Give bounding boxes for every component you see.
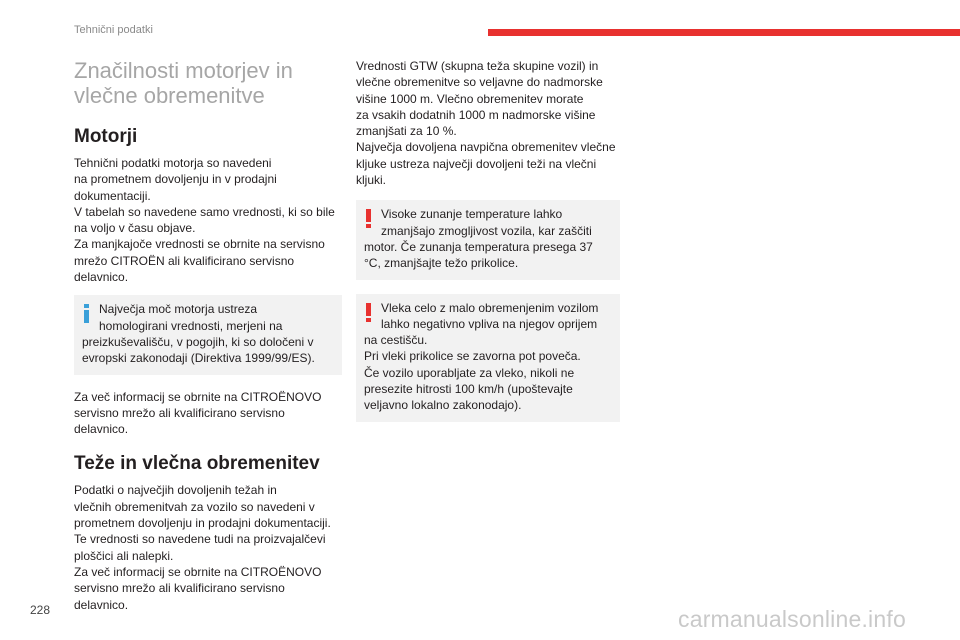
left-column xyxy=(74,58,342,623)
section-title: Značilnosti motorjev in vlečne obremenitve xyxy=(74,58,293,108)
info-notice-lead: Največja moč motorja ustreza homologirani vrednosti, merjeni na xyxy=(99,302,283,333)
towing-warning-lead: Vleka celo z malo obremenjenim vozilom lahko negativno vpliva na njegov oprijem xyxy=(381,300,599,331)
running-header: Tehnični podatki xyxy=(74,24,153,36)
page-number: 228 xyxy=(30,603,51,617)
warning-exclamation-icon xyxy=(365,303,372,325)
info-icon-glyph xyxy=(83,304,90,323)
weights-heading: Teže in vlečna obremenitev xyxy=(74,453,320,475)
towing-warning xyxy=(356,294,620,422)
motors-heading: Motorji xyxy=(74,126,138,147)
temperature-warning-lead: Visoke zunanje temperature lahko zmanjšajo zmogljivost vozila, kar zaščiti xyxy=(381,207,592,238)
warning-icon-glyph xyxy=(365,303,372,322)
warning-icon-glyph xyxy=(365,209,372,228)
info-notice-text: preizkuševališču, v pogojih, ki so določeni v evropski zakonodaji (Direktiva 1999/99/ES). xyxy=(82,334,315,366)
motors-paragraph: Tehnični podatki motorja so navedeni na prometnem dovoljenju in v prodajni dokumentaciji. V tabelah so navedene samo vrednosti, ki so bile na voljo v času objave. Za manjkajoče vrednosti se obrnite na servisno mrežo CITROËN ali kvalificirano servisno delavnico. xyxy=(74,156,335,285)
towing-warning-text: na cestišču. Pri vleki prikolice se zavorna pot poveča. Če vozilo uporabljate za vleko, nikoli ne presezite hitrosti 100 km/h (upoštevajte veljavno lokalno zakonodajo). xyxy=(364,333,581,413)
temperature-warning xyxy=(356,200,620,279)
weights-paragraph: Podatki o največjih dovoljenih težah in vlečnih obremenitvah za vozilo so navedeni v prometnem dovoljenju in prodajni dokumentaciji. Te vrednosti so navedene tudi na proizvajalčevi ploščici ali nalepki. Za več informacij se obrnite na CITROËNOVO servisno mrežo ali kvalificirano servisno delavnico. xyxy=(74,483,331,612)
more-info-paragraph: Za več informacij se obrnite na CITROËNOVO servisno mrežo ali kvalificirano servisno delavnico. xyxy=(74,389,322,437)
temperature-warning-text: motor. Če zunanja temperatura presega 37 °C, zmanjšajte težo prikolice. xyxy=(364,239,593,271)
info-icon xyxy=(83,304,90,326)
info-notice xyxy=(74,295,342,374)
gtw-paragraph: Vrednosti GTW (skupna teža skupine vozil) in vlečne obremenitve so veljavne do nadmorske višine 1000 m. Vlečno obremenitev morate za vsakih dodatnih 1000 m nadmorske višine zmanjšati za 10 %. Največja dovoljena navpična obremenitev vlečne kljuke ustreza največji dovoljeni teži na vlečni kljuki. xyxy=(356,59,616,188)
warning-exclamation-icon xyxy=(365,209,372,231)
header-accent-bar xyxy=(488,29,960,36)
right-column xyxy=(356,58,620,432)
watermark: carmanualsonline.info xyxy=(678,606,906,632)
